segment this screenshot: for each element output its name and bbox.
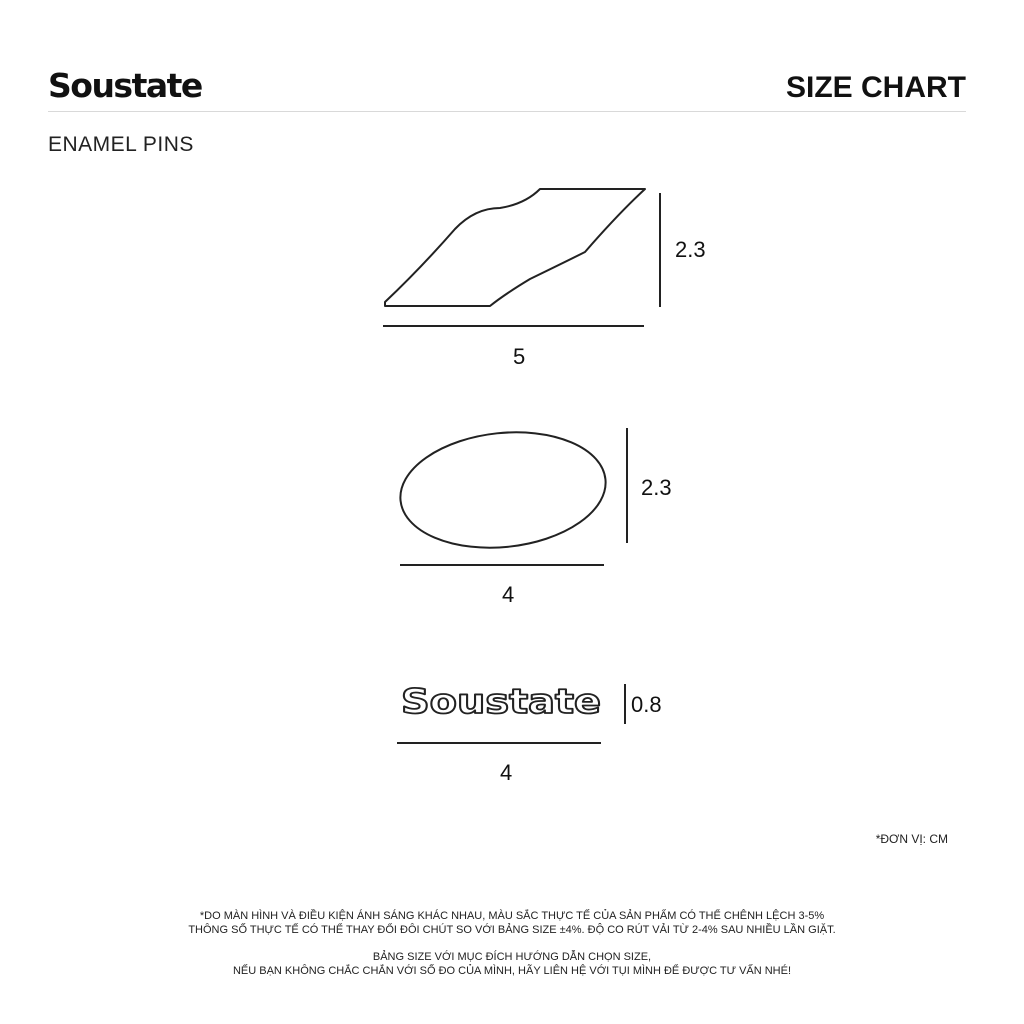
disclaimer-line-1: *DO MÀN HÌNH VÀ ĐIỀU KIỆN ÁNH SÁNG KHÁC NHAU, MÀU SẮC THỰC TẾ CỦA SẢN PHẨM CÓ THỂ CHÊNH LỆCH 3-5% [199,910,825,922]
wordmark-text: Soustate [401,682,601,722]
wordmark-width-value: 4 [500,760,513,785]
wordmark-height-line [624,684,626,724]
page-title: SIZE CHART [786,71,966,104]
wordmark-height-value: 0.8 [631,692,662,717]
lips-width-value: 5 [513,344,526,369]
oval-height-line [626,428,628,543]
oval-width-value: 4 [502,582,515,607]
brand-logo: Soustate [48,66,202,105]
wordmark-shape-outline [396,682,606,726]
disclaimer-line-2: THÔNG SỐ THỰC TẾ CÓ THỂ THAY ĐỔI ĐÔI CHÚT SO VỚI BẢNG SIZE ±4%. ĐỘ CO RÚT VẢI TỪ 2-4% SAU NHIỀU LẦN GIẶT. [188,924,836,936]
lips-height-line [659,193,661,307]
header-divider [48,111,966,112]
oval-height-value: 2.3 [641,475,672,500]
disclaimer-line-4: NẾU BẠN KHÔNG CHẮC CHẮN VỚI SỐ ĐO CỦA MÌNH, HÃY LIÊN HỆ VỚI TỤI MÌNH ĐỂ ĐƯỢC TƯ VẤN NHÉ! [232,965,792,977]
oval-width-line [400,564,604,566]
unit-note: *ĐƠN VỊ: CM [875,832,948,846]
lips-height-value: 2.3 [675,237,706,262]
wordmark-width-line [397,742,601,744]
lips-shape-outline [380,184,650,314]
category-label: ENAMEL PINS [48,133,194,156]
disclaimer-line-3: BẢNG SIZE VỚI MỤC ĐÍCH HƯỚNG DẪN CHỌN SIZE, [372,951,652,963]
oval-shape-outline [396,428,610,552]
lips-width-line [383,325,644,327]
